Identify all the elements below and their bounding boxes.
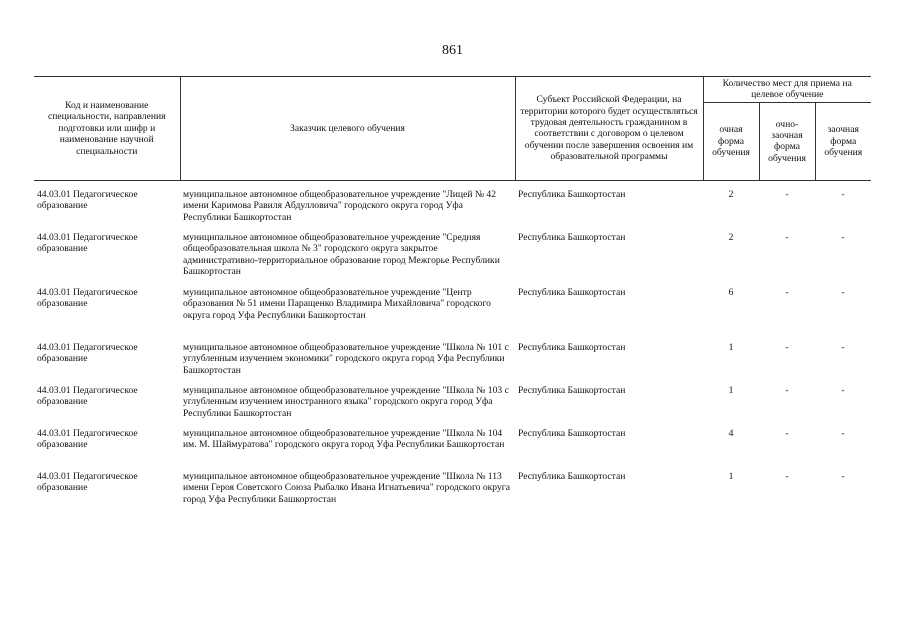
- cell-code: 44.03.01 Педагогическое образование: [37, 188, 138, 212]
- cell-distance: -: [841, 427, 845, 439]
- cell-customer: муниципальное автономное общеобразовательное учреждение "Средняя общеобразовательная школа № 3" городского округа закрытое административно-территориальное образование город Межгорье Республики Башкортостан: [183, 231, 500, 278]
- cell-customer: муниципальное автономное общеобразовательное учреждение "Школа № 104 им. М. Шаймуратова" городского округа город Уфа Республики Башкортостан: [183, 427, 505, 451]
- column-header-full-time: очная форма обучения: [703, 102, 759, 180]
- cell-part-time: -: [785, 384, 789, 396]
- table-row: [34, 428, 871, 471]
- column-header-places: Количество мест для приема на целевое обучение: [703, 77, 871, 103]
- cell-region: Республика Башкортостан: [518, 427, 626, 439]
- page-number: 861: [442, 43, 463, 58]
- cell-part-time: -: [785, 427, 789, 439]
- cell-part-time: -: [785, 286, 789, 298]
- cell-full-time: 2: [728, 231, 734, 243]
- cell-full-time: 2: [728, 188, 734, 200]
- table-row: [34, 287, 871, 342]
- cell-full-time: 6: [728, 286, 734, 298]
- column-header-code: Код и наименование специальности, направления подготовки или шифр и наименование научной специальности: [34, 77, 180, 181]
- cell-part-time: -: [785, 470, 789, 482]
- cell-distance: -: [841, 188, 845, 200]
- column-header-part-time: очно-заочная форма обучения: [759, 102, 815, 180]
- cell-customer: муниципальное автономное общеобразовательное учреждение "Школа № 101 с углубленным изучением экономики" городского округа город Уфа Республики Башкортостан: [183, 341, 509, 376]
- table-row: [34, 189, 871, 232]
- cell-code: 44.03.01 Педагогическое образование: [37, 427, 138, 451]
- cell-full-time: 1: [728, 341, 734, 353]
- cell-region: Республика Башкортостан: [518, 341, 626, 353]
- table-row: [34, 342, 871, 385]
- cell-customer: муниципальное автономное общеобразовательное учреждение "Лицей № 42 имени Каримова Равиля Абдулловича" городского округа город Уфа Республики Башкортостан: [183, 188, 497, 223]
- cell-customer: муниципальное автономное общеобразовательное учреждение "Школа № 103 с углубленным изучением иностранного языка" городского округа город Уфа Республики Башкортостан: [183, 384, 509, 419]
- cell-code: 44.03.01 Педагогическое образование: [37, 341, 138, 365]
- cell-distance: -: [841, 286, 845, 298]
- column-header-region: Субъект Российской Федерации, на территории которого будет осуществляться трудовая деятельность гражданином в соответствии с договором о целевом обучении после завершения освоения им образовательной программы: [515, 77, 703, 181]
- cell-distance: -: [841, 384, 845, 396]
- cell-region: Республика Башкортостан: [518, 384, 626, 396]
- cell-code: 44.03.01 Педагогическое образование: [37, 231, 138, 255]
- cell-distance: -: [841, 470, 845, 482]
- cell-part-time: -: [785, 188, 789, 200]
- table-row: [34, 385, 871, 428]
- table-row: [34, 471, 871, 526]
- column-header-customer: Заказчик целевого обучения: [180, 77, 515, 181]
- cell-full-time: 4: [728, 427, 734, 439]
- cell-code: 44.03.01 Педагогическое образование: [37, 286, 138, 310]
- cell-part-time: -: [785, 341, 789, 353]
- cell-customer: муниципальное автономное общеобразовательное учреждение "Центр образования № 51 имени Паращенко Владимира Михайловича" городского округа город Уфа Республики Башкортостан: [183, 286, 491, 321]
- cell-region: Республика Башкортостан: [518, 231, 626, 243]
- cell-region: Республика Башкортостан: [518, 188, 626, 200]
- column-header-distance: заочная форма обучения: [815, 102, 871, 180]
- table-row: [34, 232, 871, 287]
- cell-distance: -: [841, 341, 845, 353]
- cell-code: 44.03.01 Педагогическое образование: [37, 384, 138, 408]
- cell-region: Республика Башкортостан: [518, 286, 626, 298]
- cell-distance: -: [841, 231, 845, 243]
- cell-region: Республика Башкортостан: [518, 470, 626, 482]
- cell-code: 44.03.01 Педагогическое образование: [37, 470, 138, 494]
- cell-full-time: 1: [728, 470, 734, 482]
- table-header-row: [34, 77, 871, 103]
- cell-part-time: -: [785, 231, 789, 243]
- targeted-training-table: [34, 76, 871, 526]
- cell-full-time: 1: [728, 384, 734, 396]
- cell-customer: муниципальное автономное общеобразовательное учреждение "Школа № 113 имени Героя Советского Союза Рыбалко Ивана Игнатьевича" городского округа город Уфа Республики Башкортостан: [183, 470, 510, 505]
